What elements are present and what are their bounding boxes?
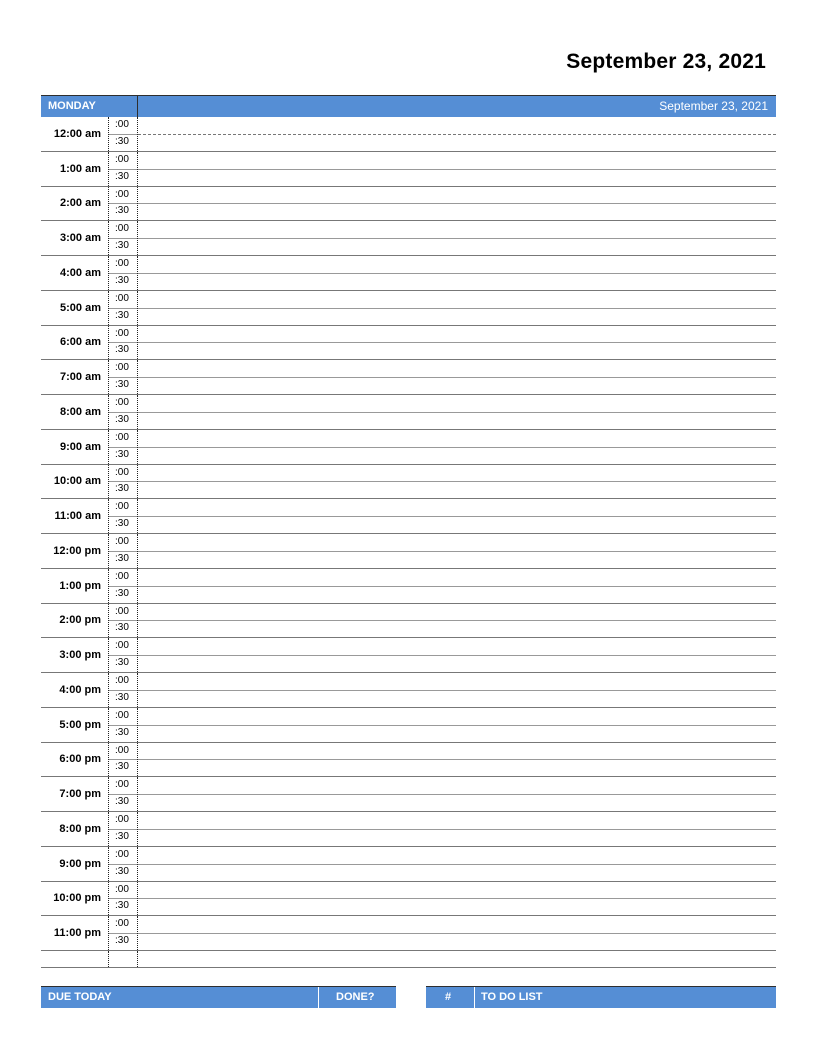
minute-30-label: :30: [115, 205, 129, 217]
hour-row[interactable]: [41, 256, 776, 291]
hour-row[interactable]: [41, 152, 776, 187]
hour-row[interactable]: [41, 326, 776, 361]
hour-row[interactable]: [41, 604, 776, 639]
minute-column: [108, 743, 138, 777]
half-hour-line: [138, 898, 776, 899]
minute-column: [108, 465, 138, 499]
half-hour-line: [138, 134, 776, 135]
hour-row[interactable]: [41, 882, 776, 917]
hour-row[interactable]: [41, 360, 776, 395]
half-hour-line: [138, 169, 776, 170]
minute-00-label: :00: [115, 258, 129, 269]
half-hour-line: [138, 238, 776, 239]
half-hour-line: [138, 690, 776, 691]
minute-00-label: :00: [115, 570, 129, 582]
hour-label: 3:00 pm: [59, 649, 101, 662]
minute-column: [108, 291, 138, 325]
minute-00-label: :00: [115, 362, 129, 374]
hour-label: 1:00 pm: [59, 579, 101, 592]
hour-label: 4:00 am: [60, 266, 101, 279]
minute-column: [108, 117, 138, 151]
minute-00-label: :00: [115, 536, 129, 547]
minute-column: [108, 916, 138, 950]
minute-column: [108, 777, 138, 811]
minute-column: [108, 499, 138, 533]
hour-label: 9:00 am: [60, 440, 101, 453]
hour-row[interactable]: [41, 291, 776, 326]
due-today-header: [41, 986, 396, 1008]
hour-row[interactable]: [41, 847, 776, 882]
minute-30-label: :30: [115, 865, 129, 877]
half-hour-line: [138, 551, 776, 552]
hour-row[interactable]: [41, 569, 776, 604]
half-hour-line: [138, 759, 776, 760]
minute-30-label: :30: [115, 726, 129, 738]
minute-column: [108, 152, 138, 186]
minute-00-label: :00: [115, 918, 129, 930]
hour-row[interactable]: [41, 430, 776, 465]
minute-column: [108, 708, 138, 742]
hour-label: 4:00 pm: [59, 683, 101, 696]
hour-label: 12:00 am: [53, 127, 101, 140]
hour-row[interactable]: [41, 221, 776, 256]
minute-column: [108, 673, 138, 707]
minute-column: [108, 187, 138, 221]
minute-00-label: :00: [115, 640, 129, 652]
hour-label: 10:00 am: [53, 475, 101, 488]
half-hour-line: [138, 273, 776, 274]
minute-00-label: :00: [115, 814, 129, 825]
minute-30-label: :30: [115, 691, 129, 703]
minute-column: [108, 221, 138, 255]
half-hour-line: [138, 481, 776, 482]
hour-row[interactable]: [41, 499, 776, 534]
minute-column: [108, 812, 138, 846]
minute-column: [108, 847, 138, 881]
hour-label: 3:00 am: [60, 232, 101, 245]
minute-column: [108, 534, 138, 568]
hour-row[interactable]: [41, 708, 776, 743]
hour-row[interactable]: [41, 638, 776, 673]
minute-30-label: :30: [115, 170, 129, 182]
minute-column: [108, 638, 138, 672]
hour-row[interactable]: [41, 534, 776, 569]
hour-label: 11:00 pm: [53, 927, 101, 940]
minute-00-label: :00: [115, 709, 129, 721]
minute-30-label: :30: [115, 552, 129, 564]
hour-label: 2:00 pm: [59, 614, 101, 627]
minute-30-label: :30: [115, 379, 129, 391]
hour-label: 6:00 pm: [59, 753, 101, 766]
minute-00-label: :00: [115, 397, 129, 408]
minute-column: [108, 256, 138, 290]
hour-row[interactable]: [41, 812, 776, 847]
page-title: September 23, 2021: [566, 50, 766, 73]
hour-label: 7:00 pm: [59, 788, 101, 801]
todo-list-header: [426, 986, 776, 1008]
minute-30-label: :30: [115, 657, 129, 669]
hour-label: 5:00 pm: [59, 718, 101, 731]
minute-column: [108, 360, 138, 394]
hour-label: 1:00 am: [60, 162, 101, 175]
half-hour-line: [138, 794, 776, 795]
half-hour-line: [138, 203, 776, 204]
hour-label: 5:00 am: [60, 301, 101, 314]
hour-label: 8:00 am: [60, 405, 101, 418]
hour-label: 12:00 pm: [53, 544, 101, 557]
minute-column: [108, 569, 138, 603]
hour-label: 2:00 am: [60, 197, 101, 210]
minute-column: [108, 430, 138, 464]
hour-label: 9:00 pm: [59, 857, 101, 870]
hour-row[interactable]: [41, 395, 776, 430]
hour-row[interactable]: [41, 117, 776, 152]
minute-column: [108, 395, 138, 429]
minute-30-label: :30: [115, 135, 129, 147]
minute-30-label: :30: [115, 622, 129, 634]
minute-30-label: :30: [115, 413, 129, 425]
hourly-schedule: [41, 117, 776, 968]
header-date: September 23, 2021: [659, 99, 768, 113]
blank-row[interactable]: [41, 951, 776, 968]
minute-00-label: :00: [115, 292, 129, 304]
number-label: #: [445, 991, 452, 1003]
minute-30-label: :30: [115, 483, 129, 495]
minute-00-label: :00: [115, 675, 129, 686]
half-hour-line: [138, 620, 776, 621]
hour-row[interactable]: [41, 743, 776, 778]
minute-30-label: :30: [115, 274, 129, 286]
minute-column: [108, 882, 138, 916]
half-hour-line: [138, 933, 776, 934]
half-hour-line: [138, 412, 776, 413]
half-hour-line: [138, 829, 776, 830]
minute-column: [108, 326, 138, 360]
half-hour-line: [138, 864, 776, 865]
minute-00-label: :00: [115, 501, 129, 513]
hour-label: 11:00 am: [54, 510, 101, 523]
half-hour-line: [138, 342, 776, 343]
minute-30-label: :30: [115, 761, 129, 773]
half-hour-line: [138, 377, 776, 378]
minute-00-label: :00: [115, 153, 129, 165]
minute-30-label: :30: [115, 309, 129, 321]
minute-column: [108, 604, 138, 638]
minute-00-label: :00: [115, 119, 129, 130]
half-hour-line: [138, 516, 776, 517]
hour-row[interactable]: [41, 465, 776, 500]
minute-30-label: :30: [115, 587, 129, 599]
minute-30-label: :30: [115, 830, 129, 842]
minute-00-label: :00: [115, 605, 129, 617]
minute-00-label: :00: [115, 883, 129, 895]
day-header-bar: [41, 95, 776, 117]
minute-00-label: :00: [115, 188, 129, 200]
minute-30-label: :30: [115, 448, 129, 460]
half-hour-line: [138, 655, 776, 656]
todo-list-label: TO DO LIST: [481, 991, 543, 1003]
minute-30-label: :30: [115, 900, 129, 912]
minute-30-label: :30: [115, 935, 129, 947]
minute-column: [108, 951, 138, 967]
minute-00-label: :00: [115, 327, 129, 339]
minute-30-label: :30: [115, 344, 129, 356]
half-hour-line: [138, 308, 776, 309]
hour-label: 6:00 am: [60, 336, 101, 349]
minute-00-label: :00: [115, 466, 129, 478]
minute-30-label: :30: [115, 518, 129, 530]
minute-00-label: :00: [115, 431, 129, 443]
hour-row[interactable]: [41, 777, 776, 812]
half-hour-line: [138, 725, 776, 726]
hour-row[interactable]: [41, 916, 776, 951]
minute-00-label: :00: [115, 744, 129, 756]
hour-row[interactable]: [41, 673, 776, 708]
minute-30-label: :30: [115, 796, 129, 808]
hour-label: 7:00 am: [60, 371, 101, 384]
half-hour-line: [138, 586, 776, 587]
due-today-label: DUE TODAY: [48, 991, 112, 1003]
minute-00-label: :00: [115, 779, 129, 791]
minute-00-label: :00: [115, 223, 129, 235]
hour-label: 8:00 pm: [59, 822, 101, 835]
done-label: DONE?: [336, 991, 375, 1003]
half-hour-line: [138, 447, 776, 448]
minute-00-label: :00: [115, 848, 129, 860]
hour-row[interactable]: [41, 187, 776, 222]
weekday-label: MONDAY: [41, 96, 138, 117]
minute-30-label: :30: [115, 240, 129, 252]
hour-label: 10:00 pm: [53, 892, 101, 905]
